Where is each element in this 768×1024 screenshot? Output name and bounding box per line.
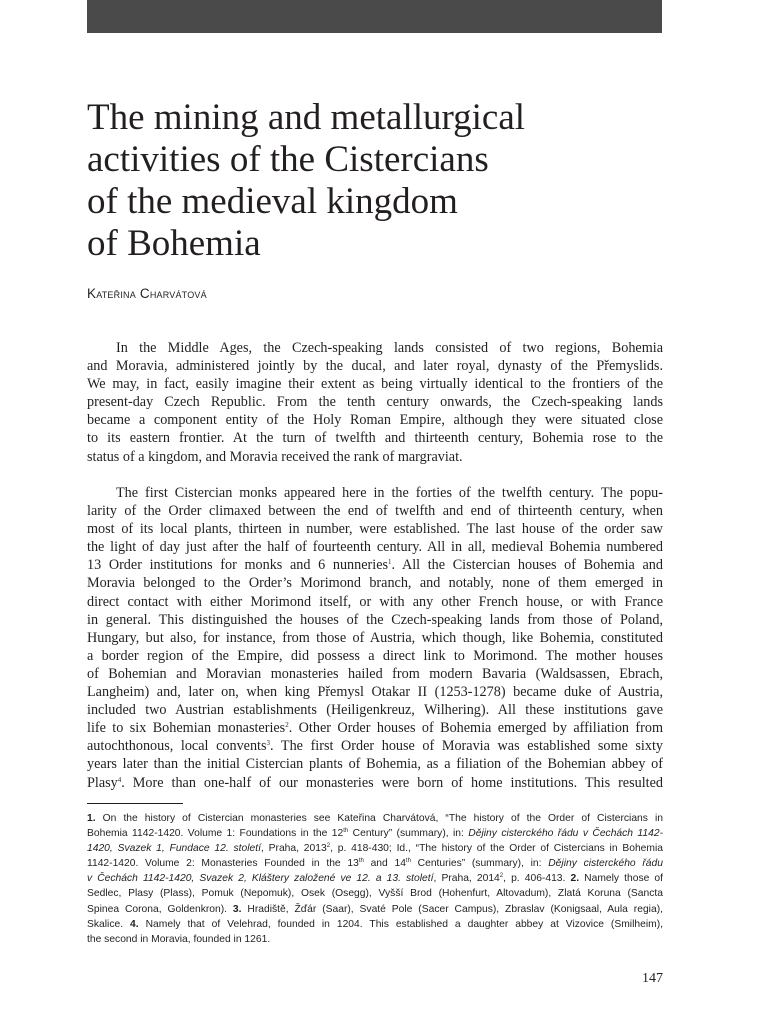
text-line: Langheim) and, later on, when king Přemysl Otakar II (1253-1278) became duke of Austria,: [87, 684, 663, 701]
footnote-text: Spinea Corona, Goldenkron).: [87, 903, 233, 915]
text-line: of Bohemian and Moravian monasteries hailed from modern Bavaria (Waldsassen, Ebrach,: [87, 665, 663, 682]
footnote-text: , Praha, 2014: [433, 873, 500, 885]
footnote-number: 4.: [130, 918, 139, 930]
text-line: a border region of the Empire, did possess a direct link to Morimond. The mother houses: [87, 647, 663, 664]
text-line: larity of the Order climaxed between the end of twelfth and end of thirteenth century, when: [87, 503, 663, 520]
footnote-text: 1142-1420. Volume 2: Monasteries Founded in the 13: [87, 858, 359, 870]
footnote-line: [87, 856, 663, 871]
text-segment: Plasy: [87, 774, 118, 791]
footnote-text: , p. 406-413.: [503, 873, 571, 885]
text-segment: . Other Order houses of Bohemia emerged by affiliation from: [288, 720, 663, 737]
footnote-text: Century” (summary), in:: [348, 828, 469, 840]
footnote-italic: Dějiny cisterckého řádu v Čechách 1142-: [468, 828, 663, 840]
footnote-number: 3.: [232, 903, 242, 915]
footnote-text: Hradiště, Žďár (Saar), Svaté Pole (Sacer Campus), Zbraslav (Konigsaal, Aula regia),: [241, 903, 663, 915]
text-line: to its eastern frontier. At the turn of twelfth and thirteenth century, Bohemia rose to the: [87, 430, 663, 447]
footnote-italic: 1420, Svazek 1, Fundace 12. století: [87, 843, 261, 855]
text-segment: life to six Bohemian monasteries: [87, 720, 286, 737]
text-line: present-day Czech Republic. From the tenth century onwards, the Czech-speaking lands: [87, 394, 663, 411]
article-title: [87, 97, 667, 265]
title-line: activities of the Cistercians: [87, 139, 489, 180]
text-line: [87, 556, 663, 574]
footnote-text: , Praha, 2013: [261, 843, 327, 855]
footnote-text: Namely those of: [579, 873, 663, 885]
footnote-text: Namely that of Velehrad, founded in 1204. This established a daughter abbey at Vizovice (Smilheim),: [138, 918, 663, 930]
note-ref-3[interactable]: 3: [266, 739, 271, 748]
footnote-line: [87, 841, 663, 856]
text-segment: autochthonous, local convents: [87, 738, 267, 755]
footnote-line: [87, 871, 663, 886]
text-line: and Moravia, administered jointly by the ducal, and later royal, dynasty of the Přemyslids.: [87, 358, 663, 375]
note-ref-2[interactable]: 2: [285, 721, 289, 730]
note-ref-4[interactable]: 4: [117, 775, 122, 784]
text-line: The first Cistercian monks appeared here in the forties of the twelfth century. The popu-: [116, 485, 663, 501]
note-ref-1[interactable]: 1: [388, 558, 392, 567]
footnote-text: Skalice.: [87, 918, 131, 930]
title-line: of Bohemia: [87, 223, 261, 264]
text-line: [87, 719, 663, 737]
text-line: [87, 774, 663, 792]
paragraph-2: [87, 484, 663, 792]
footnote-text: Bohemia 1142-1420. Volume 1: Foundations in the 12: [87, 828, 344, 840]
footnote-line: Sedlec, Plasy (Plass), Pomuk (Nepomuk), Osek (Osegg), Vyšší Brod (Hohenfurt, Altovadum), Zlatá Koruna (Sancta: [87, 888, 663, 900]
text-line: Hungary, but also, for instance, from those of Austria, which though, like Bohemia, constituted: [87, 629, 663, 646]
text-segment: . The first Order house of Moravia was established some sixty: [270, 738, 663, 755]
text-line: status of a kingdom, and Moravia received the rank of margraviat.: [87, 448, 463, 465]
paragraph-1: [87, 339, 663, 466]
footnote-text: and 14: [363, 858, 406, 870]
footnote-italic: v Čechách 1142-1420, Svazek 2, Kláštery založené ve 12. a 13. století: [87, 873, 434, 885]
text-line: became a component entity of the Holy Roman Empire, although they were situated close: [87, 412, 663, 429]
footnote-text: On the history of Cistercian monasteries see Kateřina Charvátová, “The history of the Order of Cistercians in: [102, 813, 663, 824]
title-line: of the medieval kingdom: [87, 181, 458, 222]
footnote-line: [87, 826, 663, 841]
footnote-separator: [87, 803, 183, 804]
text-segment: 13 Order institutions for monks and 6 nunneries: [87, 557, 389, 574]
footnote-number: 1.: [87, 813, 96, 824]
text-line: Moravia belonged to the Order’s Morimond branch, and notably, none of them emerged in: [87, 575, 663, 592]
footnote-line: [87, 811, 663, 826]
superscript: 2: [326, 843, 331, 850]
text-line: We may, in fact, easily imagine their extent as being virtually identical to the frontiers of the: [87, 376, 663, 393]
text-line: In the Middle Ages, the Czech-speaking lands consisted of two regions, Bohemia: [116, 340, 663, 356]
footnote-number: 2.: [570, 873, 580, 885]
header-bar: [87, 0, 662, 33]
title-line: The mining and metallurgical: [87, 97, 526, 138]
superscript: th: [405, 858, 411, 865]
text-line: most of its local plants, thirteen in number, were established. The last house of the order saw: [87, 521, 663, 538]
text-segment: . More than one-half of our monasteries were born of home institutions. This resulted: [121, 774, 663, 791]
text-line: [87, 737, 663, 755]
superscript: 2: [499, 873, 504, 880]
footnote-line: [87, 917, 663, 932]
text-line: the light of day just after the half of fourteenth century. All in all, medieval Bohemia numbered: [87, 539, 663, 556]
footnote-italic: Dějiny cisterckého řádu: [548, 858, 663, 870]
text-line: direct contact with either Morimond itself, or with any other French house, or with France: [87, 593, 663, 610]
text-line: in general. This distinguished the houses of the Czech-speaking lands from those of Poland,: [87, 611, 663, 628]
footnote-text: , p. 418-430; Id., “The history of the Order of Cistercians in Bohemia: [330, 843, 663, 855]
author-name: Kateřina Charvátová: [87, 286, 207, 301]
text-segment: . All the Cistercian houses of Bohemia and: [391, 557, 663, 574]
footnote-line: [87, 902, 663, 917]
superscript: th: [343, 828, 349, 835]
text-line: included two Austrian establishments (Heiligenkreuz, Wilhering). All these institutions gave: [87, 702, 663, 719]
footnotes: [87, 811, 663, 947]
page-number: 147: [642, 971, 663, 986]
superscript: th: [358, 858, 364, 865]
text-line: years later than the initial Cistercian plants of Bohemia, as a filiation of the Bohemian abbey of: [87, 756, 663, 773]
footnote-text: Centuries” (summary), in:: [410, 858, 549, 870]
footnote-line: the second in Moravia, founded in 1261.: [87, 933, 271, 945]
